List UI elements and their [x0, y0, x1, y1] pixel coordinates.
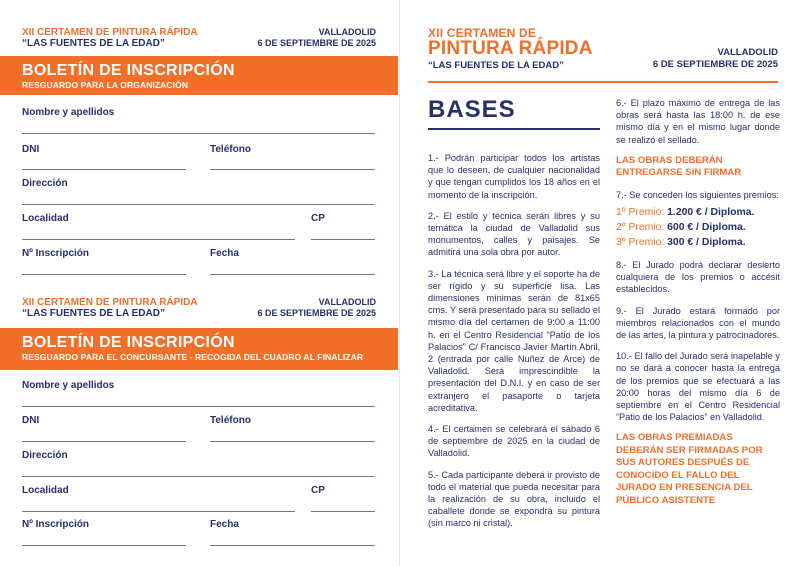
form2-phone-field[interactable]	[210, 441, 375, 442]
event-title-highlight: PINTURA RÁPIDA	[112, 27, 198, 38]
form2-name-field[interactable]	[22, 406, 375, 407]
form1-town-label: Localidad	[22, 213, 69, 224]
prize-1	[616, 205, 780, 220]
event-title-highlight: PINTURA RÁPIDA	[112, 297, 198, 308]
event-city: VALLADOLID	[318, 27, 376, 37]
bases-event-title-line2: PINTURA RÁPIDA	[428, 38, 593, 59]
notice-signed: LAS OBRAS PREMIADAS DEBERÁN SER FIRMADAS POR SUS AUTORES DESPUÉS DE CONOCIDO EL FALLO DEL JURADO EN PRESENCIA DEL PÚBLICO ASISTENTE	[616, 432, 763, 506]
rule-7: 7.- Se conceden los siguientes premios:	[616, 189, 779, 200]
rule-1: 1.- Podrán participar todos los artistas que lo deseen, de cualquier nacionalidad y que tengan cumplidos los 18 años en el momento de la inscripción.	[428, 153, 600, 200]
form1-cp-label: CP	[311, 213, 325, 224]
form2-date-field[interactable]	[210, 545, 375, 546]
form1-phone-label: Teléfono	[210, 144, 251, 155]
event-header-bottom	[22, 297, 198, 319]
bases-column-left	[428, 152, 600, 539]
prize-3-label: 3º Premio:	[616, 237, 665, 249]
rule-9: 9.- El Jurado estará formado por miembros relacionados con el mundo de las artes, la pintura y patrocinadores.	[616, 305, 780, 341]
form2-dni-field[interactable]	[22, 441, 186, 442]
form1-address-field[interactable]	[22, 204, 375, 205]
form2-cp-field[interactable]	[311, 511, 375, 512]
prize-2-value: 600 € / Diploma.	[664, 222, 746, 234]
event-date: 6 DE SEPTIEMBRE DE 2025	[257, 38, 376, 48]
form2-regno-label: Nº Inscripción	[22, 519, 89, 530]
rule-5: 5.- Cada participante deberá ir provisto de todo el material que pueda necesitar para la realización de su obra, incluido el caballete donde se expondrá su pintura (sin marco ni cristal).	[428, 469, 600, 529]
prize-2-label: 2º Premio:	[616, 222, 665, 234]
form1-title: BOLETÍN DE INSCRIPCIÓN	[22, 62, 235, 79]
event-location-top	[206, 27, 376, 49]
event-header-top	[22, 27, 198, 49]
form1-address-label: Dirección	[22, 178, 68, 189]
form1-date-field[interactable]	[210, 274, 375, 275]
form2-name-label: Nombre y apellidos	[22, 380, 115, 391]
rule-3: 3.- La técnica será libre y el soporte ha de ser rígido y su superficie lisa. Las dimensiones mínimas serán de 81x65 cms. Y será presentado para su sellado el mismo día del certamen de 9:00 a 11:00 h. en el Centro Residencial “Patio de los Palacios” C/ Francisco Javier Martín Abril, 2 (entrada por calle Nuñez de Arce) de Valladolid. Será imprescindible la presentación del D.N.I. y en caso de ser extranjero el pasaporte o tarjeta acreditativa.	[428, 268, 600, 413]
form1-phone-field[interactable]	[210, 169, 375, 170]
form2-town-field[interactable]	[22, 511, 295, 512]
form2-date-label: Fecha	[210, 519, 239, 530]
rule-10: 10.- El fallo del Jurado será inapelable y no se dará a conocer hasta la entrega de los premios que se efectuará a las 20:00 horas del mismo día 6 de septiembre en el Centro Residencial “Patio de los Palacios” en Valladolid.	[616, 351, 780, 423]
form1-cp-field[interactable]	[311, 239, 375, 240]
form1-dni-label: DNI	[22, 144, 40, 155]
prize-3	[616, 235, 780, 250]
form2-cp-label: CP	[311, 485, 325, 496]
form2-address-field[interactable]	[22, 476, 375, 477]
form2-town-label: Localidad	[22, 485, 69, 496]
rule-8: 8.- El Jurado podrá declarar desierto cualquiera de los premios o accésit establecidos.	[616, 260, 780, 295]
form1-name-label: Nombre y apellidos	[22, 107, 115, 118]
bases-event-subtitle: “LAS FUENTES DE LA EDAD”	[428, 60, 564, 71]
bases-event-title-line1: XII CERTAMEN DE	[428, 26, 537, 40]
form2-banner	[0, 328, 398, 370]
prize-2	[616, 220, 780, 235]
form1-date-label: Fecha	[210, 248, 239, 259]
form2-address-label: Dirección	[22, 450, 68, 461]
bases-heading: BASES	[428, 96, 516, 123]
form1-subtitle: RESGUARDO PARA LA ORGANIZACIÓN	[22, 80, 189, 90]
notice-unsigned: LAS OBRAS DEBERÁN ENTREGARSE SIN FIRMAR	[616, 154, 742, 179]
event-title-prefix: XII CERTAMEN DE	[22, 27, 113, 38]
form2-dni-label: DNI	[22, 415, 40, 426]
form1-regno-field[interactable]	[22, 274, 186, 275]
form1-name-field[interactable]	[22, 133, 375, 134]
form2-title: BOLETÍN DE INSCRIPCIÓN	[22, 334, 235, 351]
event-date: 6 DE SEPTIEMBRE DE 2025	[257, 308, 376, 318]
form2-phone-label: Teléfono	[210, 415, 251, 426]
rule-2: 2.- El estilo y técnica serán libres y su temática la ciudad de Valladolid sus monumentos, calles y paisajes. Se admitirá una sola obra por autor.	[428, 210, 600, 258]
event-subtitle: “LAS FUENTES DE LA EDAD”	[22, 308, 165, 319]
form2-subtitle: RESGUARDO PARA EL CONCURSANTE - RECOGIDA DEL CUADRO AL FINALIZAR	[22, 352, 364, 362]
prize-1-label: 1º Premio:	[616, 207, 665, 219]
rule-4: 4.- El certamen se celebrará el sábado 6 de septiembre de 2025 en la ciudad de Valladolid.	[428, 424, 600, 459]
event-location-bottom	[206, 297, 376, 319]
bases-page	[400, 0, 800, 566]
form1-dni-field[interactable]	[22, 169, 186, 170]
form2-regno-field[interactable]	[22, 545, 186, 546]
bases-event-city: VALLADOLID	[717, 47, 778, 58]
prize-3-value: 300 € / Diploma.	[664, 237, 746, 249]
bases-heading-rule	[428, 128, 600, 130]
bases-event-date: 6 DE SEPTIEMBRE DE 2025	[652, 59, 778, 70]
form1-town-field[interactable]	[22, 239, 295, 240]
form1-banner	[0, 56, 398, 95]
event-city: VALLADOLID	[318, 297, 376, 307]
form1-regno-label: Nº Inscripción	[22, 248, 89, 259]
registration-forms-page	[0, 0, 398, 566]
bases-event-location	[608, 47, 778, 71]
bases-column-right	[616, 97, 780, 507]
rule-6: 6.- El plazo máximo de entrega de las obras será hasta las 18:00 h. de ese mismo día y en el mismo lugar donde se realizó el sellado.	[616, 98, 780, 145]
prize-1-value: 1.200 € / Diploma.	[664, 207, 755, 219]
event-title-prefix: XII CERTAMEN DE	[22, 297, 113, 308]
header-rule	[428, 81, 778, 83]
event-subtitle: “LAS FUENTES DE LA EDAD”	[22, 38, 165, 49]
